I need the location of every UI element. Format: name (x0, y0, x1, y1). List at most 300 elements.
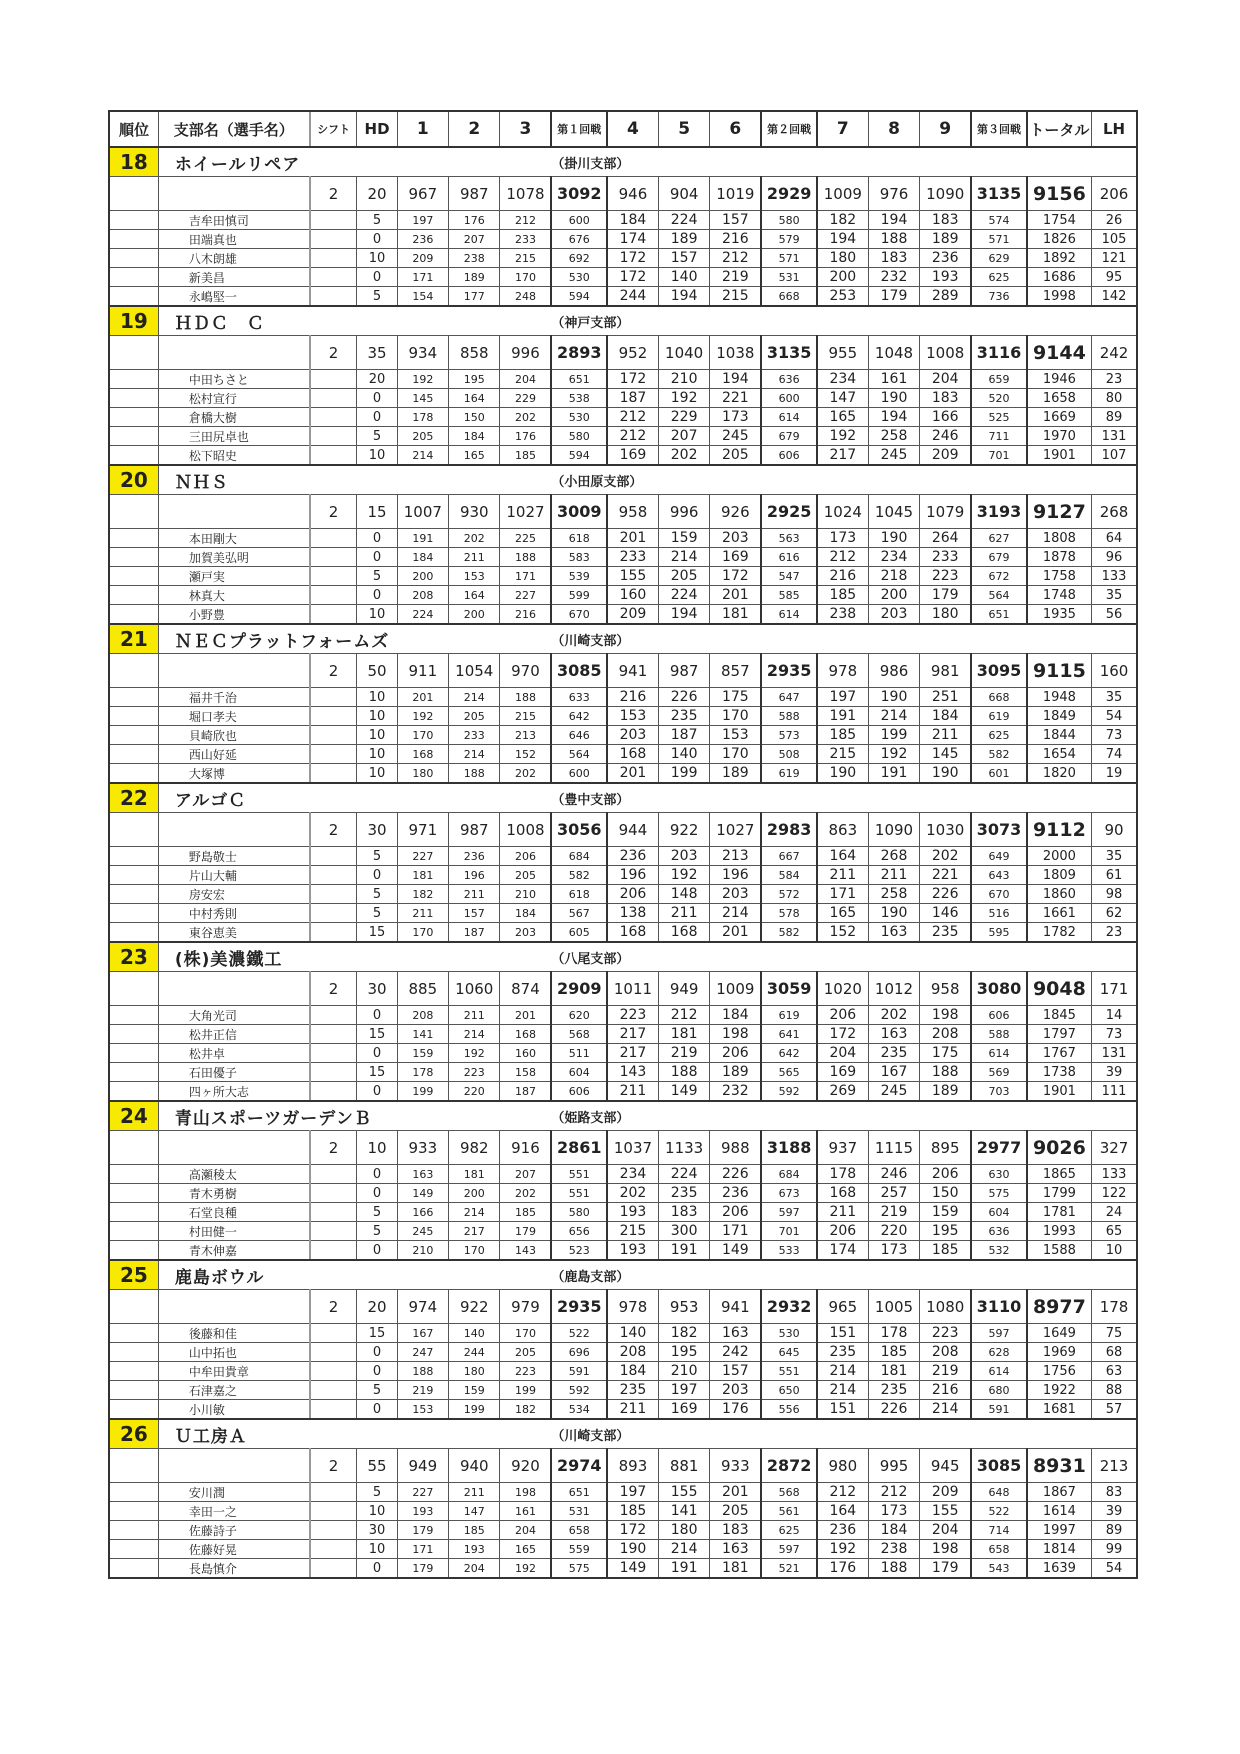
team-hd: 10 (357, 1131, 397, 1165)
player-game-8: 200 (868, 586, 919, 605)
team-game-4: 1011 (607, 972, 658, 1006)
player-game-1: 209 (397, 249, 448, 268)
player-game-2: 233 (449, 726, 500, 745)
team-hd: 30 (357, 972, 397, 1006)
player-round-1: 567 (551, 904, 607, 923)
player-hd: 0 (357, 1082, 397, 1102)
player-hd: 5 (357, 1381, 397, 1400)
team-game-7: 863 (817, 813, 868, 847)
player-lh: 39 (1092, 1063, 1137, 1082)
player-lh: 54 (1092, 707, 1137, 726)
shift-value: 2 (310, 1290, 357, 1324)
player-hd: 0 (357, 1044, 397, 1063)
player-round-1: 620 (551, 1006, 607, 1025)
player-lh: 35 (1092, 847, 1137, 866)
team-game-3: 970 (500, 654, 551, 688)
player-name: 松下昭史 (158, 446, 309, 466)
player-round-2: 530 (761, 1324, 817, 1343)
player-game-6: 236 (710, 1184, 761, 1203)
player-row (109, 1063, 1137, 1082)
player-total: 1738 (1027, 1063, 1092, 1082)
player-game-7: 215 (817, 745, 868, 764)
team-header-row (109, 465, 1137, 495)
player-lh: 14 (1092, 1006, 1137, 1025)
team-lh: 327 (1092, 1131, 1137, 1165)
player-round-1: 582 (551, 866, 607, 885)
player-round-2: 597 (761, 1203, 817, 1222)
team-round-1: 2909 (551, 972, 607, 1006)
player-round-3: 522 (971, 1502, 1027, 1521)
player-round-3: 543 (971, 1559, 1027, 1579)
player-game-8: 179 (868, 287, 919, 307)
player-name: 瀬戸実 (158, 567, 309, 586)
player-game-2: 150 (449, 408, 500, 427)
player-round-2: 684 (761, 1165, 817, 1184)
player-game-3: 223 (500, 1362, 551, 1381)
player-game-3: 201 (500, 1006, 551, 1025)
player-round-3: 658 (971, 1540, 1027, 1559)
player-total: 1639 (1027, 1559, 1092, 1579)
player-round-1: 530 (551, 408, 607, 427)
player-game-3: 207 (500, 1165, 551, 1184)
team-summary-row (109, 654, 1137, 688)
shift-empty (310, 1222, 357, 1241)
player-round-1: 551 (551, 1184, 607, 1203)
player-game-6: 184 (710, 1006, 761, 1025)
team-game-7: 1020 (817, 972, 868, 1006)
player-game-8: 191 (868, 764, 919, 784)
player-game-3: 158 (500, 1063, 551, 1082)
player-game-4: 172 (607, 268, 658, 287)
player-game-3: 215 (500, 707, 551, 726)
player-game-7: 211 (817, 866, 868, 885)
team-game-1: 911 (397, 654, 448, 688)
shift-value: 2 (310, 972, 357, 1006)
player-game-2: 177 (449, 287, 500, 307)
shift-empty (310, 1381, 357, 1400)
team-game-2: 982 (449, 1131, 500, 1165)
team-header-row (109, 306, 1137, 336)
header-rank: 順位 (109, 111, 158, 147)
team-game-9: 981 (920, 654, 971, 688)
player-game-8: 234 (868, 548, 919, 567)
player-round-2: 597 (761, 1540, 817, 1559)
shift-empty (310, 586, 357, 605)
player-row (109, 1400, 1137, 1420)
player-total: 1867 (1027, 1483, 1092, 1502)
player-game-8: 184 (868, 1521, 919, 1540)
player-row (109, 1483, 1137, 1502)
team-summary-row (109, 1290, 1137, 1324)
player-row (109, 287, 1137, 307)
player-lh: 57 (1092, 1400, 1137, 1420)
player-round-1: 618 (551, 885, 607, 904)
player-game-5: 224 (658, 211, 709, 230)
player-total: 1669 (1027, 408, 1092, 427)
team-round-3: 3116 (971, 336, 1027, 370)
player-round-2: 565 (761, 1063, 817, 1082)
team-header-row (109, 624, 1137, 654)
player-round-3: 643 (971, 866, 1027, 885)
player-row (109, 1222, 1137, 1241)
player-lh: 111 (1092, 1082, 1137, 1102)
player-row (109, 446, 1137, 466)
player-game-7: 191 (817, 707, 868, 726)
shift-empty (310, 688, 357, 707)
team-total: 9127 (1027, 495, 1092, 529)
player-game-6: 201 (710, 1483, 761, 1502)
player-game-9: 236 (920, 249, 971, 268)
player-total: 1767 (1027, 1044, 1092, 1063)
player-game-2: 238 (449, 249, 500, 268)
player-name: 高瀬稜太 (158, 1165, 309, 1184)
team-game-6: 1038 (710, 336, 761, 370)
player-game-8: 190 (868, 389, 919, 408)
team-game-4: 958 (607, 495, 658, 529)
player-row (109, 529, 1137, 548)
player-round-2: 531 (761, 268, 817, 287)
player-game-4: 234 (607, 1165, 658, 1184)
player-game-5: 188 (658, 1063, 709, 1082)
player-game-3: 143 (500, 1241, 551, 1261)
player-game-8: 232 (868, 268, 919, 287)
player-lh: 133 (1092, 1165, 1137, 1184)
team-game-2: 940 (449, 1449, 500, 1483)
player-game-1: 179 (397, 1559, 448, 1579)
rank-badge: 21 (109, 624, 158, 654)
player-row (109, 1203, 1137, 1222)
player-game-8: 220 (868, 1222, 919, 1241)
player-game-2: 184 (449, 427, 500, 446)
shift-empty (310, 427, 357, 446)
player-lh: 122 (1092, 1184, 1137, 1203)
player-round-2: 592 (761, 1082, 817, 1102)
player-row (109, 764, 1137, 784)
player-game-7: 206 (817, 1006, 868, 1025)
player-hd: 0 (357, 1184, 397, 1203)
player-total: 1892 (1027, 249, 1092, 268)
player-row (109, 1559, 1137, 1579)
player-game-8: 246 (868, 1165, 919, 1184)
player-game-6: 212 (710, 249, 761, 268)
player-game-3: 198 (500, 1483, 551, 1502)
player-game-5: 226 (658, 688, 709, 707)
player-game-7: 164 (817, 847, 868, 866)
team-lh: 206 (1092, 177, 1137, 211)
player-row (109, 605, 1137, 625)
team-game-9: 945 (920, 1449, 971, 1483)
player-round-1: 606 (551, 1082, 607, 1102)
team-game-9: 1030 (920, 813, 971, 847)
player-game-5: 192 (658, 389, 709, 408)
team-game-6: 926 (710, 495, 761, 529)
player-round-1: 522 (551, 1324, 607, 1343)
header-game-4: 4 (607, 111, 658, 147)
team-game-2: 987 (449, 813, 500, 847)
shift-empty (310, 1203, 357, 1222)
player-hd: 20 (357, 370, 397, 389)
shift-value: 2 (310, 177, 357, 211)
team-game-1: 885 (397, 972, 448, 1006)
team-round-1: 2974 (551, 1449, 607, 1483)
team-game-7: 978 (817, 654, 868, 688)
player-name: 東谷恵美 (158, 923, 309, 943)
shift-empty (310, 1343, 357, 1362)
player-hd: 10 (357, 249, 397, 268)
player-game-4: 215 (607, 1222, 658, 1241)
player-game-4: 211 (607, 1082, 658, 1102)
player-total: 1993 (1027, 1222, 1092, 1241)
shift-empty (310, 567, 357, 586)
shift-empty (310, 866, 357, 885)
rank-empty (109, 1131, 158, 1165)
player-lh: 107 (1092, 446, 1137, 466)
rank-empty (109, 904, 158, 923)
player-round-3: 711 (971, 427, 1027, 446)
shift-empty (310, 548, 357, 567)
team-name: (株)美濃鐵工 (158, 942, 551, 972)
shift-empty (310, 287, 357, 307)
player-lh: 26 (1092, 211, 1137, 230)
shift-empty (310, 230, 357, 249)
team-game-5: 996 (658, 495, 709, 529)
player-game-7: 192 (817, 427, 868, 446)
player-game-4: 190 (607, 1540, 658, 1559)
player-round-1: 559 (551, 1540, 607, 1559)
player-round-3: 701 (971, 446, 1027, 466)
team-name: ＨＤＣ Ｃ (158, 306, 551, 336)
player-game-9: 235 (920, 923, 971, 943)
player-lh: 131 (1092, 1044, 1137, 1063)
rank-empty (109, 389, 158, 408)
team-round-2: 2932 (761, 1290, 817, 1324)
team-game-5: 953 (658, 1290, 709, 1324)
team-game-6: 933 (710, 1449, 761, 1483)
team-lh: 268 (1092, 495, 1137, 529)
player-game-6: 176 (710, 1400, 761, 1420)
player-game-2: 211 (449, 885, 500, 904)
player-game-9: 189 (920, 1082, 971, 1102)
player-game-5: 202 (658, 446, 709, 466)
player-game-7: 253 (817, 287, 868, 307)
player-total: 1756 (1027, 1362, 1092, 1381)
player-hd: 15 (357, 1063, 397, 1082)
rank-empty (109, 1521, 158, 1540)
player-game-4: 201 (607, 764, 658, 784)
player-game-1: 199 (397, 1082, 448, 1102)
player-game-1: 201 (397, 688, 448, 707)
player-round-3: 714 (971, 1521, 1027, 1540)
name-empty (158, 1131, 309, 1165)
player-game-5: 187 (658, 726, 709, 745)
team-game-9: 895 (920, 1131, 971, 1165)
player-game-2: 199 (449, 1400, 500, 1420)
player-game-6: 205 (710, 1502, 761, 1521)
player-total: 1614 (1027, 1502, 1092, 1521)
team-game-7: 1009 (817, 177, 868, 211)
player-name: 村田健一 (158, 1222, 309, 1241)
player-total: 1922 (1027, 1381, 1092, 1400)
player-game-7: 269 (817, 1082, 868, 1102)
player-game-6: 203 (710, 885, 761, 904)
player-game-6: 242 (710, 1343, 761, 1362)
player-game-2: 236 (449, 847, 500, 866)
team-game-2: 858 (449, 336, 500, 370)
player-name: 青木伸嘉 (158, 1241, 309, 1261)
player-game-4: 197 (607, 1483, 658, 1502)
player-game-8: 167 (868, 1063, 919, 1082)
player-game-9: 209 (920, 1483, 971, 1502)
player-round-3: 571 (971, 230, 1027, 249)
player-round-3: 595 (971, 923, 1027, 943)
shift-empty (310, 904, 357, 923)
player-round-1: 523 (551, 1241, 607, 1261)
player-game-8: 245 (868, 1082, 919, 1102)
player-game-3: 184 (500, 904, 551, 923)
player-round-1: 599 (551, 586, 607, 605)
player-total: 1901 (1027, 1082, 1092, 1102)
player-name: 大角光司 (158, 1006, 309, 1025)
shift-empty (310, 1063, 357, 1082)
shift-empty (310, 707, 357, 726)
player-game-4: 196 (607, 866, 658, 885)
player-game-8: 235 (868, 1381, 919, 1400)
player-game-4: 172 (607, 1521, 658, 1540)
player-game-5: 181 (658, 1025, 709, 1044)
rank-badge: 19 (109, 306, 158, 336)
player-game-4: 169 (607, 446, 658, 466)
team-total: 9112 (1027, 813, 1092, 847)
player-game-9: 159 (920, 1203, 971, 1222)
team-round-1: 2861 (551, 1131, 607, 1165)
player-game-5: 199 (658, 764, 709, 784)
team-header-filler (817, 147, 1137, 177)
player-lh: 89 (1092, 1521, 1137, 1540)
player-game-5: 210 (658, 1362, 709, 1381)
player-lh: 62 (1092, 904, 1137, 923)
player-total: 1588 (1027, 1241, 1092, 1261)
player-game-8: 214 (868, 707, 919, 726)
player-round-3: 604 (971, 1203, 1027, 1222)
player-hd: 5 (357, 904, 397, 923)
player-game-6: 163 (710, 1324, 761, 1343)
rank-empty (109, 268, 158, 287)
player-game-6: 232 (710, 1082, 761, 1102)
player-round-3: 532 (971, 1241, 1027, 1261)
player-game-7: 176 (817, 1559, 868, 1579)
player-row (109, 370, 1137, 389)
team-summary-row (109, 813, 1137, 847)
shift-empty (310, 1400, 357, 1420)
player-round-1: 564 (551, 745, 607, 764)
rank-empty (109, 972, 158, 1006)
player-game-3: 170 (500, 1324, 551, 1343)
team-lh: 90 (1092, 813, 1137, 847)
player-name: 吉牟田慎司 (158, 211, 309, 230)
player-game-3: 188 (500, 548, 551, 567)
player-round-3: 670 (971, 885, 1027, 904)
player-round-3: 625 (971, 268, 1027, 287)
player-game-9: 204 (920, 1521, 971, 1540)
player-round-2: 578 (761, 904, 817, 923)
player-game-1: 179 (397, 1521, 448, 1540)
player-game-8: 161 (868, 370, 919, 389)
player-lh: 73 (1092, 1025, 1137, 1044)
rank-empty (109, 336, 158, 370)
player-game-4: 168 (607, 745, 658, 764)
player-game-1: 171 (397, 268, 448, 287)
team-lh: 242 (1092, 336, 1137, 370)
player-round-2: 606 (761, 446, 817, 466)
player-game-4: 206 (607, 885, 658, 904)
player-game-8: 192 (868, 745, 919, 764)
player-round-3: 651 (971, 605, 1027, 625)
team-game-6: 1019 (710, 177, 761, 211)
shift-empty (310, 605, 357, 625)
player-game-6: 157 (710, 211, 761, 230)
team-round-3: 3110 (971, 1290, 1027, 1324)
player-round-3: 629 (971, 249, 1027, 268)
player-game-1: 193 (397, 1502, 448, 1521)
player-game-1: 181 (397, 866, 448, 885)
player-total: 1878 (1027, 548, 1092, 567)
team-round-1: 2935 (551, 1290, 607, 1324)
player-total: 1997 (1027, 1521, 1092, 1540)
player-game-4: 149 (607, 1559, 658, 1579)
player-game-5: 183 (658, 1203, 709, 1222)
rank-badge: 24 (109, 1101, 158, 1131)
player-round-3: 668 (971, 688, 1027, 707)
branch-name: （川崎支部） (551, 1419, 816, 1449)
player-game-2: 157 (449, 904, 500, 923)
player-game-6: 213 (710, 847, 761, 866)
player-game-9: 202 (920, 847, 971, 866)
player-game-5: 300 (658, 1222, 709, 1241)
player-game-9: 179 (920, 586, 971, 605)
player-game-3: 203 (500, 923, 551, 943)
player-game-1: 211 (397, 904, 448, 923)
player-game-3: 199 (500, 1381, 551, 1400)
player-game-9: 223 (920, 1324, 971, 1343)
player-lh: 23 (1092, 923, 1137, 943)
player-game-8: 258 (868, 427, 919, 446)
player-round-3: 601 (971, 764, 1027, 784)
shift-empty (310, 1025, 357, 1044)
player-game-4: 244 (607, 287, 658, 307)
team-name: 鹿島ボウル (158, 1260, 551, 1290)
name-empty (158, 972, 309, 1006)
player-game-7: 190 (817, 764, 868, 784)
player-total: 1901 (1027, 446, 1092, 466)
team-game-5: 922 (658, 813, 709, 847)
player-game-5: 224 (658, 1165, 709, 1184)
player-hd: 5 (357, 847, 397, 866)
player-round-1: 583 (551, 548, 607, 567)
player-game-3: 248 (500, 287, 551, 307)
player-hd: 5 (357, 1483, 397, 1502)
player-game-7: 165 (817, 904, 868, 923)
player-total: 1681 (1027, 1400, 1092, 1420)
player-lh: 39 (1092, 1502, 1137, 1521)
rank-empty (109, 707, 158, 726)
player-round-2: 571 (761, 249, 817, 268)
player-game-1: 184 (397, 548, 448, 567)
player-round-1: 531 (551, 1502, 607, 1521)
player-hd: 10 (357, 446, 397, 466)
team-header-row (109, 147, 1137, 177)
player-game-2: 196 (449, 866, 500, 885)
rank-empty (109, 1082, 158, 1102)
